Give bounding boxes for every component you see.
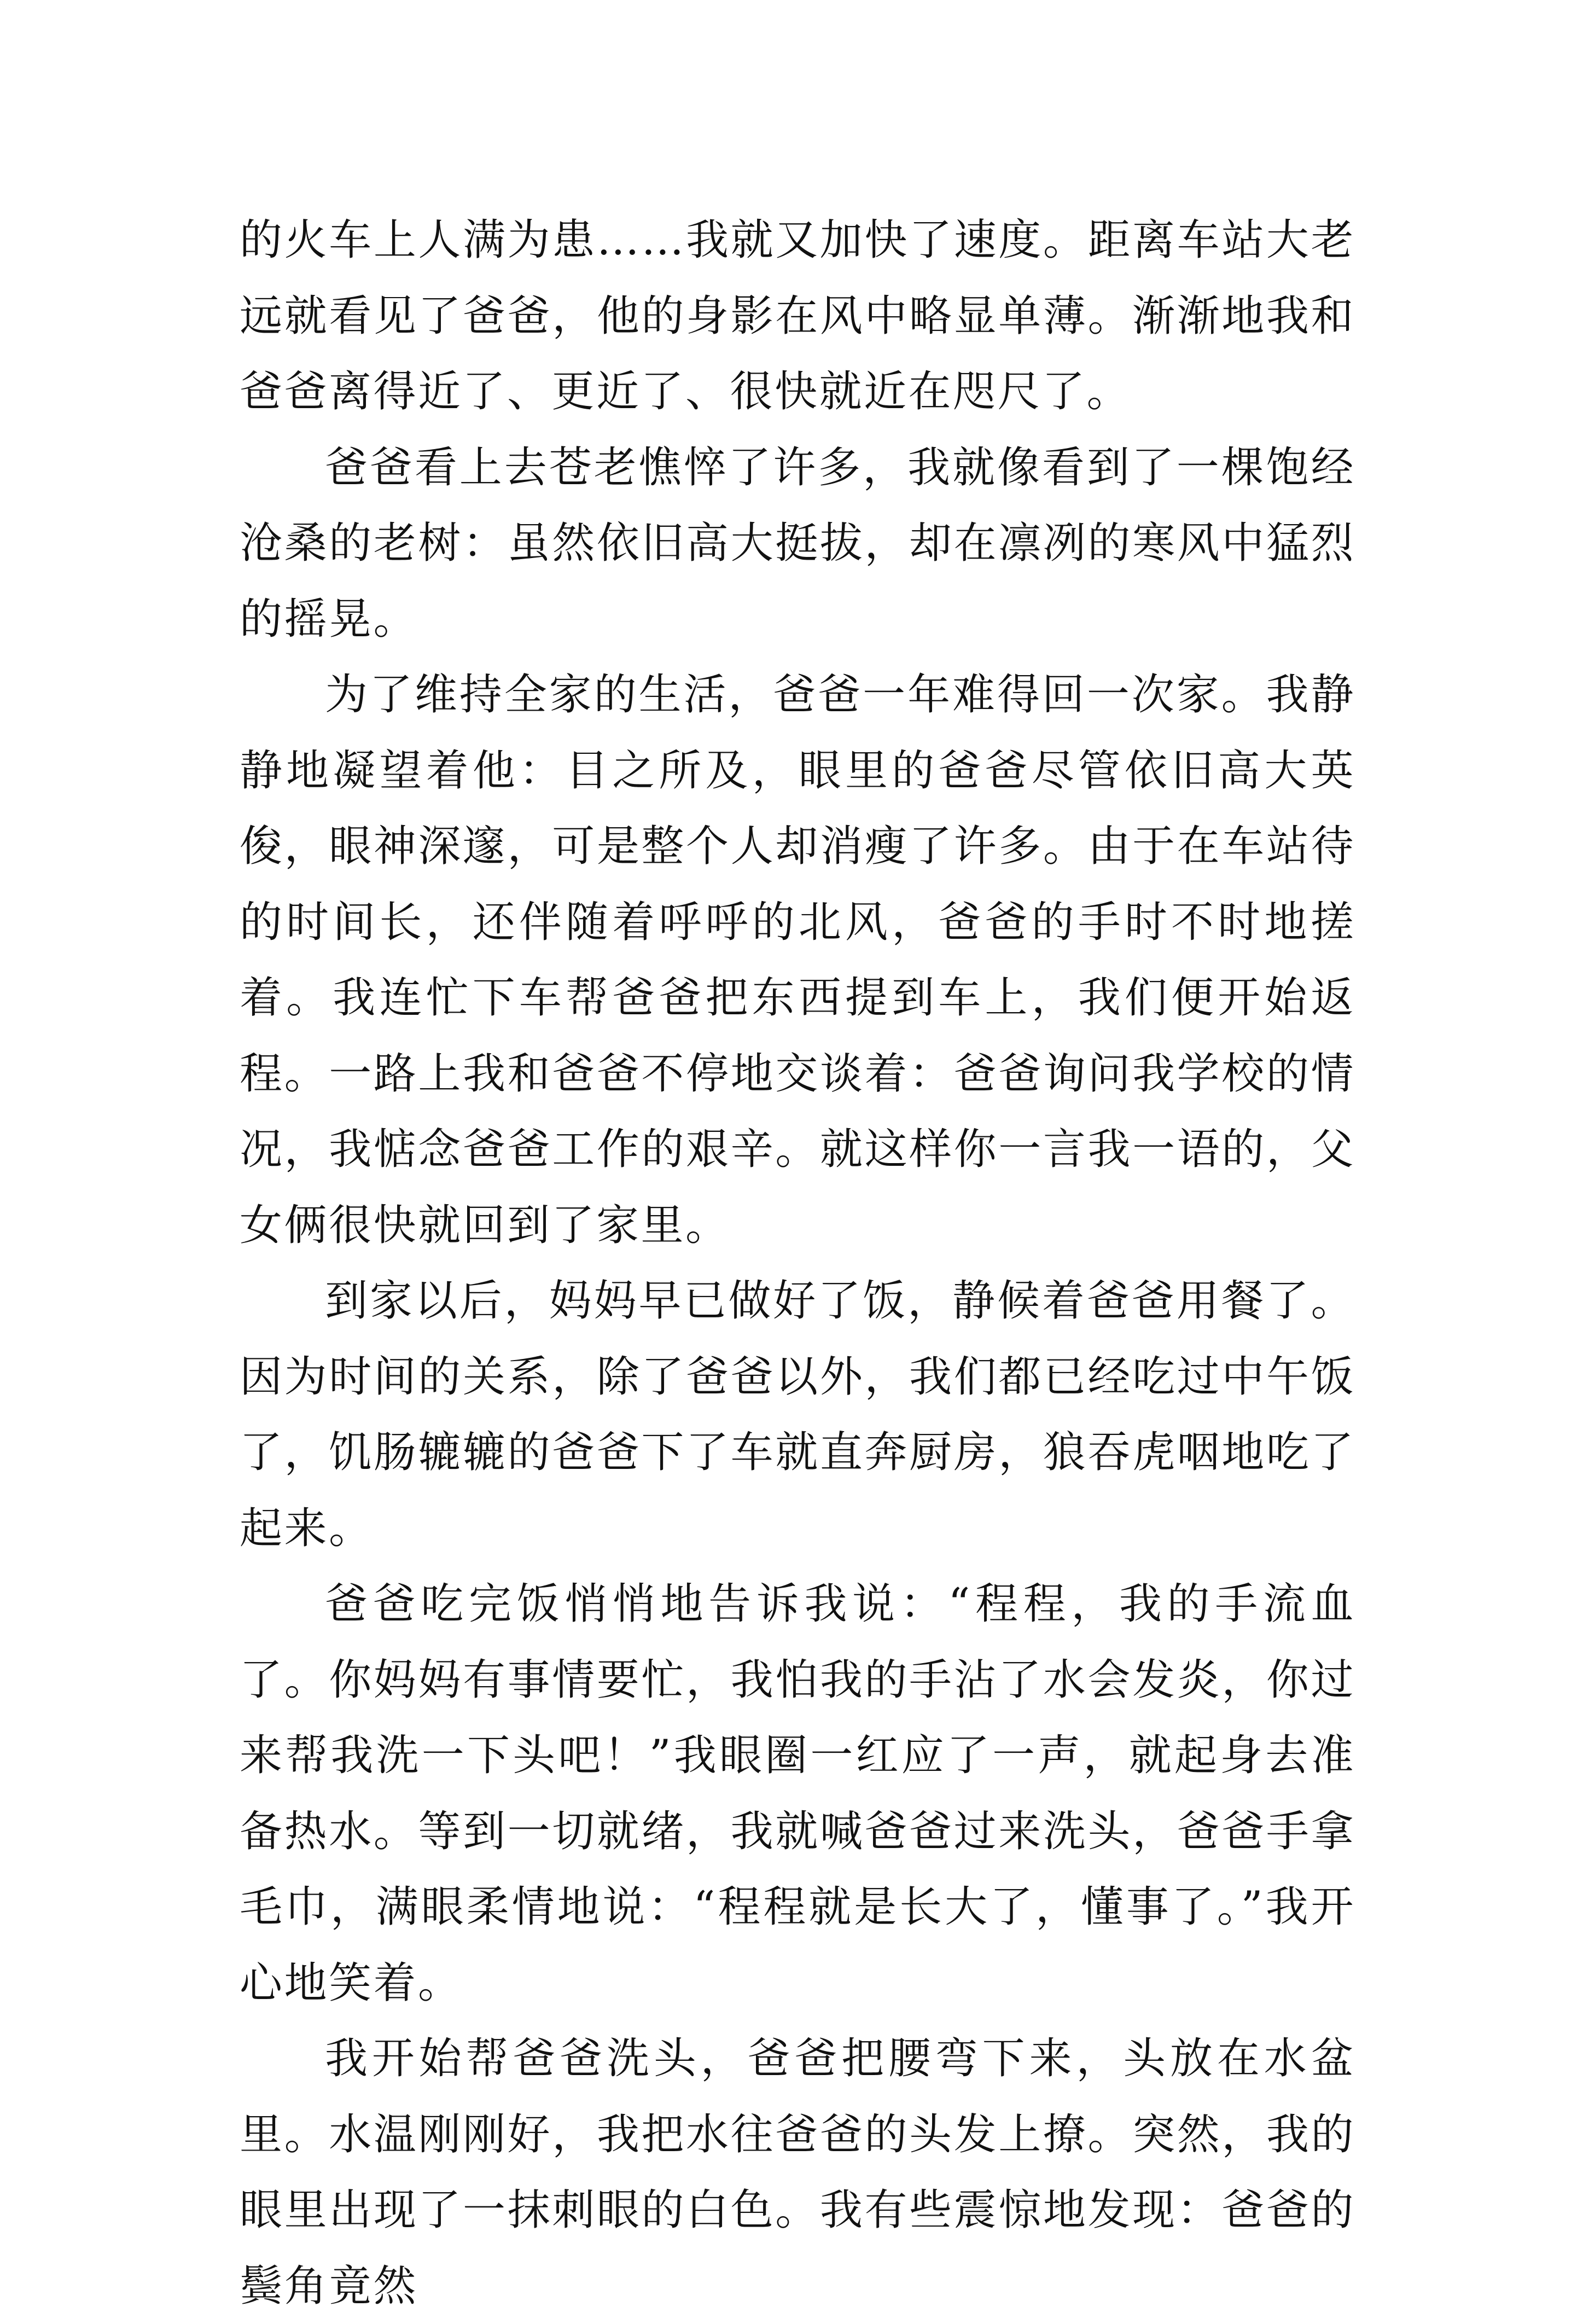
paragraph-4: 爸爸吃完饭悄悄地告诉我说：“程程，我的手流血了。你妈妈有事情要忙，我怕我的手沾了水会发炎，你过来帮我洗一下头吧！”我眼圈一红应了一声，就起身去准备热水。等到一切就绪，我就喊爸爸过来洗头，爸爸手拿毛巾，满眼柔情地说：“程程就是长大了，懂事了。”我开心地笑着。 xyxy=(240,1579,1355,2008)
paragraph-3: 到家以后，妈妈早已做好了饭，静候着爸爸用餐了。因为时间的关系，除了爸爸以外，我们都已经吃过中午饭了，饥肠辘辘的爸爸下了车就直奔厨房，狼吞虎咽地吃了起来。 xyxy=(240,1276,1355,1553)
paragraph-2: 为了维持全家的生活，爸爸一年难得回一次家。我静静地凝望着他：目之所及，眼里的爸爸尽管依旧高大英俊，眼神深邃，可是整个人却消瘦了许多。由于在车站待的时间长，还伴随着呼呼的北风，爸爸的手时不时地搓着。我连忙下车帮爸爸把东西提到车上，我们便开始返程。一路上我和爸爸不停地交谈着：爸爸询问我学校的情况，我惦念爸爸工作的艰辛。就这样你一言我一语的，父女俩很快就回到了家里。 xyxy=(240,670,1355,1250)
body-text xyxy=(240,202,1355,2324)
paragraph-1: 爸爸看上去苍老憔悴了许多，我就像看到了一棵饱经沧桑的老树：虽然依旧高大挺拔，却在凛冽的寒风中猛烈的摇晃。 xyxy=(240,443,1355,644)
paragraph-5: 我开始帮爸爸洗头，爸爸把腰弯下来，头放在水盆里。水温刚刚好，我把水往爸爸的头发上撩。突然，我的眼里出现了一抹刺眼的白色。我有些震惊地发现：爸爸的鬓角竟然 xyxy=(240,2034,1355,2311)
paragraph-0: 的火车上人满为患……我就又加快了速度。距离车站大老远就看见了爸爸，他的身影在风中略显单薄。渐渐地我和爸爸离得近了、更近了、很快就近在咫尺了。 xyxy=(240,216,1355,416)
